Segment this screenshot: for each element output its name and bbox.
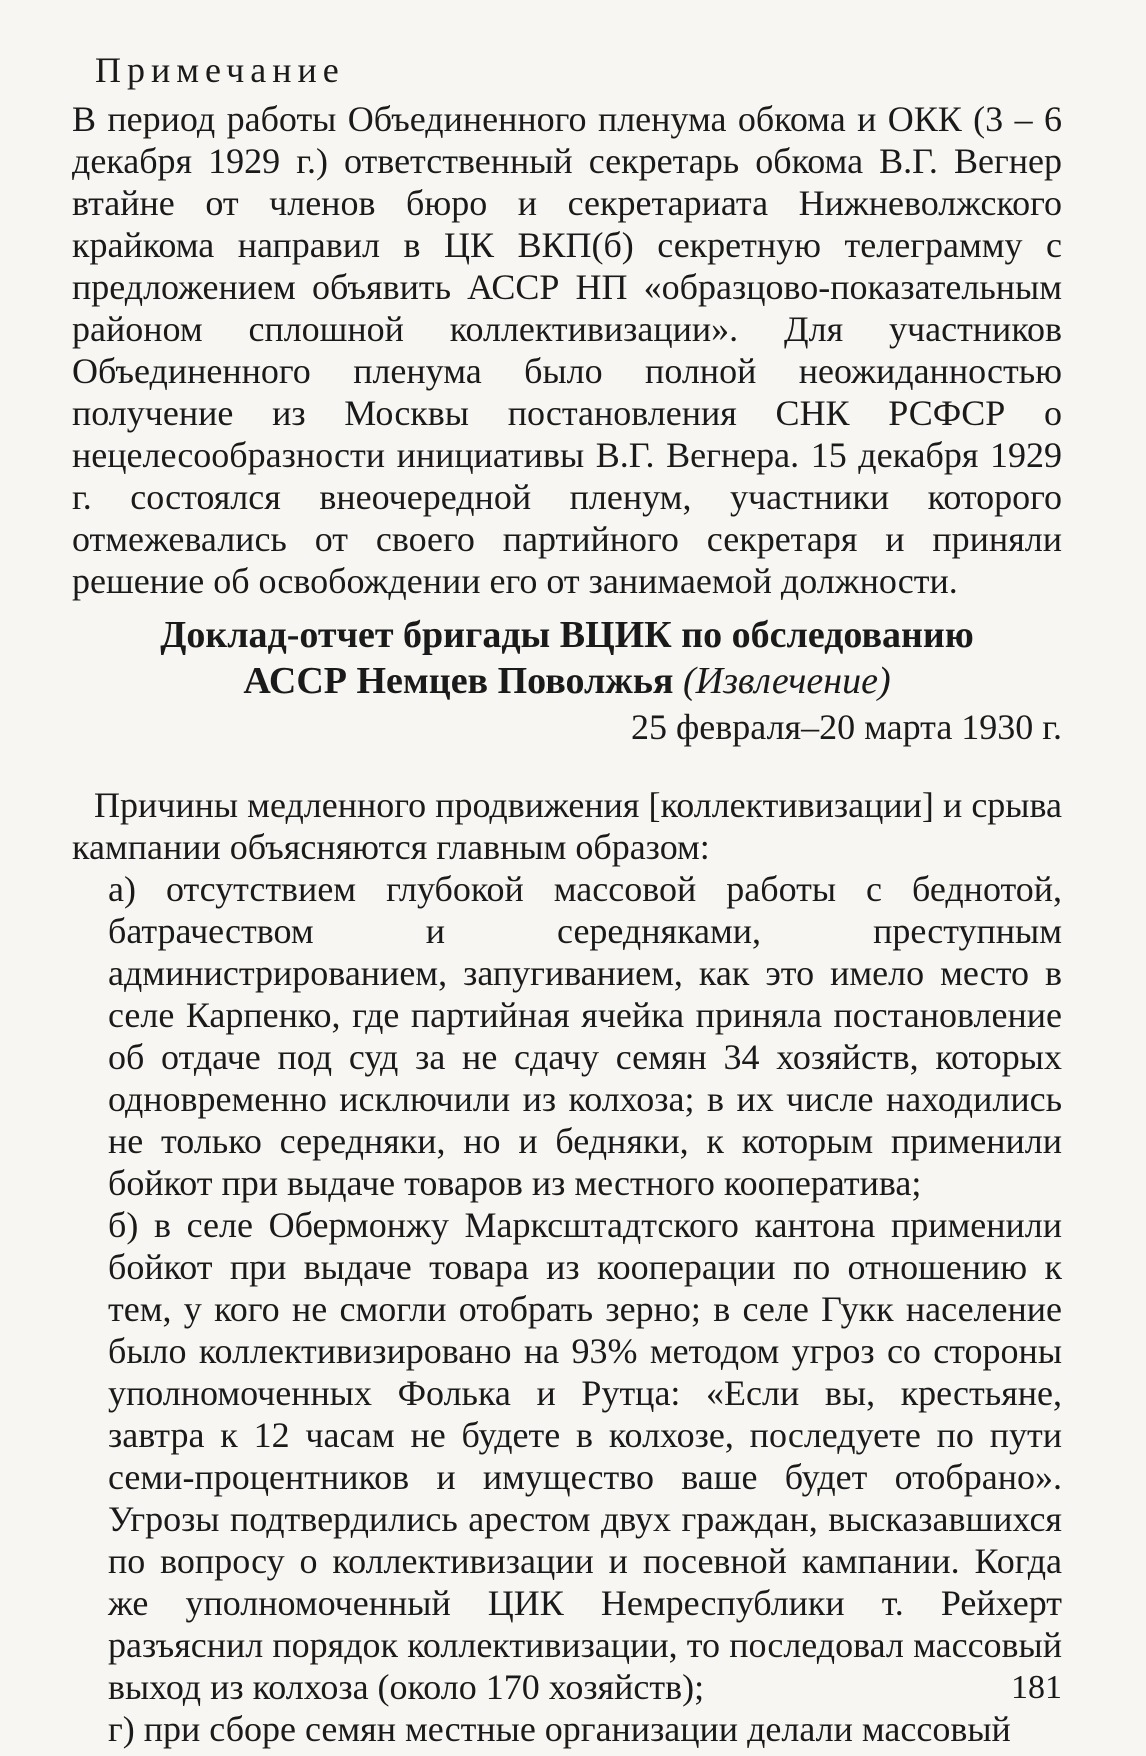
page-number: 181 (1011, 1669, 1062, 1706)
document-title (72, 612, 1062, 704)
title-line-1: Доклад-отчет бригады ВЦИК по обследованию (160, 614, 974, 656)
note-block (72, 98, 1062, 602)
title-line-2 (72, 658, 1062, 704)
note-heading: Примечание (95, 50, 345, 90)
title-line-2-text: АССР Немцев Поволжья (243, 660, 674, 702)
title-extract: (Извлечение) (682, 660, 891, 702)
intro-paragraph: Причины медленного продвижения [коллективизации] и срыва кампании объясняются главным образом: (72, 785, 1062, 867)
item-g: г) при сборе семян местные организации делали массовый (108, 1709, 1011, 1749)
item-b: б) в селе Обермонжу Марксштадтского кантона применили бойкот при выдаче товара из кооперации по отношению к тем, у кого не смогли отобрать зерно; в селе Гукк население было коллективизировано на 93% методом угроз со стороны уполномоченных Фолька и Рутца: «Если вы, крестьяне, завтра к 12 часам не будете в колхозе, последуете по пути семи-процентников и имущество ваше будет отобрано». Угрозы подтвердились арестом двух граждан, высказавшихся по вопросу о коллективизации и посевной кампании. Когда же уполномоченный ЦИК Немреспублики т. Рейхерт разъяснил порядок коллективизации, то последовал массовый выход из колхоза (около 170 хозяйств); (108, 1205, 1062, 1707)
note-text: В период работы Объединенного пленума обкома и ОКК (3 – 6 декабря 1929 г.) ответственный секретарь обкома В.Г. Вегнер втайне от членов бюро и секретариата Нижневолжского крайкома направил в ЦК ВКП(б) секретную телеграмму с предложением объявить АССР НП «образцово-показательным районом сплошной коллективизации». Для участников Объединенного пленума было полной неожиданностью получение из Москвы постановления СНК РСФСР о нецелесообразности инициативы В.Г. Вегнера. 15 декабря 1929 г. состоялся внеочередной пленум, участники которого отмежевались от своего партийного секретаря и приняли решение об освобождении его от занимаемой должности. (72, 99, 1062, 601)
item-a: а) отсутствием глубокой массовой работы с беднотой, батрачеством и середняками, преступным администрированием, запугиванием, как это имело место в селе Карпенко, где партийная ячейка приняла постановление об отдаче под суд за не сдачу семян 34 хозяйств, которых одновременно исключили из колхоза; в их числе находились не только середняки, но и бедняки, к которым применили бойкот при выдаче товаров из местного кооператива; (108, 869, 1062, 1203)
document-body (72, 784, 1062, 1750)
document-date: 25 февраля–20 марта 1930 г. (630, 707, 1062, 747)
